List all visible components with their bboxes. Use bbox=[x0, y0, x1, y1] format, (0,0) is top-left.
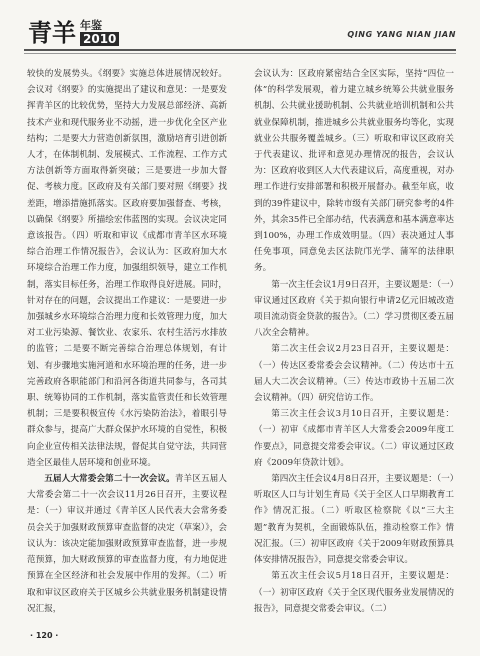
logo-year: 2010 bbox=[80, 32, 119, 46]
paragraph bbox=[27, 471, 227, 617]
left-column bbox=[27, 66, 227, 617]
right-column bbox=[254, 66, 454, 617]
page-header bbox=[0, 0, 480, 58]
yearbook-logo bbox=[28, 18, 119, 48]
header-rule-thin bbox=[24, 53, 456, 54]
paragraph bbox=[254, 568, 454, 617]
paragraph-text: 第五次主任会议5月18日召开，主要议题是：（一）初审区政府《关于全区现代服务业发展情况的报告》，同意提交常委会审议。（二） bbox=[254, 571, 454, 614]
paragraph bbox=[254, 277, 454, 342]
paragraph bbox=[254, 66, 454, 277]
logo-title: 青羊 bbox=[28, 18, 76, 47]
paragraph-text: 会议认为：区政府紧密结合全区实际，坚持“四位一体”的科学发展观，着力建立城乡统筹公共就业服务机制、公共就业援助机制、公共就业培训机制和公共就业保障机制，推进城乡公共就业服务均等化，实现就业公共服务覆盖城乡。（三）听取和审议区政府关于代表建议、批评和意见办理情况的报告，会议认为：区政府收到区人大代表建议后，高度重视，对办理工作进行安排部署和积极开展督办。截至年底，收到的39件建议中，除转市级有关部门研究参考的4件外，其余35件已全部办结，代表满意和基本满意率达到100%，办理工作成效明显。（四）表决通过人事任免事项，同意免去区法院邝光学、蒲军的法律职务。 bbox=[254, 69, 454, 274]
paragraph-text: 第三次主任会议3月10日召开，主要议题是：（一）初审《成都市青羊区人大常委会2009年度工作要点》，同意提交常委会审议。（二）审议通过区政府《2009年贷款计划》。 bbox=[254, 409, 454, 468]
paragraph-heading: 五届人大常委会第二十一次会议。 bbox=[44, 474, 175, 485]
paragraph bbox=[254, 406, 454, 471]
logo-subtitle bbox=[80, 20, 119, 46]
logo-nianjian: 年鉴 bbox=[80, 19, 102, 32]
paragraph-text: 第一次主任会议1月9日召开，主要议题是：（一）审议通过区政府《关于拟向银行申请2亿元旧城改造项目流动资金贷款的报告》。（二）学习贯彻区委五届八次全会精神。 bbox=[254, 279, 454, 339]
paragraph bbox=[27, 66, 227, 471]
page-number: · 120 · bbox=[30, 631, 59, 640]
paragraph-text: 第二次主任会议2月23日召开，主要议题是：（一）传达区委常委会会议精神。（二）传达市十五届人大二次会议精神。（三）传达市政协十五届二次会议精神。（四）研究信访工作。 bbox=[254, 344, 454, 404]
paragraph-text: 第四次主任会议4月8日召开，主要议题是：（一）听取区人口与计划生育局《关于全区人口早期教育工作》情况汇报。（二）听取区检察院《以“三大主题”教育为契机，全面锻炼队伍，推动检察工作》情况汇报。（三）初审区政府《关于2009年财政预算具体安排情况报告》，同意提交常委会审议。 bbox=[254, 474, 454, 566]
paragraph bbox=[254, 341, 454, 406]
header-pinyin: QING YANG NIAN JIAN bbox=[347, 30, 456, 39]
paragraph-text: 较快的发展势头。《纲要》实施总体进展情况较好。会议对《纲要》的实施提出了建议和意见：一是要发挥青羊区的比较优势，坚持大力发展总部经济、高新技术产业和现代服务业不动摇，进一步优化全区产业结构；二是要大力营造创新氛围，激励培育引进创新人才，在体制机制、发展模式、工作流程、工作方式方法创新等方面取得新突破；三是要进一步加大督促、考核力度。区政府及有关部门要对照《纲要》找差距，增添措施抓落实。区政府要加强督查、考核，以确保《纲要》所描绘宏伟蓝图的实现。会议决定同意该报告。（四）听取和审议《成都市青羊区水环境综合治理工作情况报告》，会议认为：区政府加大水环境综合治理工作力度，加强组织领导，建立工作机制，落实目标任务，治理工作取得良好进展。同时，针对存在的问题，会议提出工作建议：一是要进一步加强城乡水环境综合治理力度和长效管理力度，加大对工业污染源、餐饮业、农家乐、农村生活污水排放的监管；二是要不断完善综合治理总体规划，有计划、有步骤地实施河道和水环境治理的任务，进一步完善政府各职能部门和沿河各街道共同参与，各司其职、统筹协同的工作机制，落实监管责任和长效管理机制；三是要积极宣传《水污染防治法》，着眼引导群众参与，提高广大群众保护水环境的自觉性，积极向企业宣传相关法律法规，督促其自觉守法，共同营造全区最佳人居环境和创业环境。 bbox=[27, 69, 227, 468]
paragraph bbox=[254, 471, 454, 568]
paragraph-text: 青羊区五届人大常委会第二十一次会议11月26日召开，主要议程是：（一）审议并通过《青羊区人民代表大会常务委员会关于加强财政预算审查监督的决定（草案）》，会议认为：该决定能加强财政预算审查监督，进一步规范预算，加大财政预算的审查监督力度，有力地促进预算在全区经济和社会发展中作用的发挥。（二）听取和审议区政府关于区城乡公共就业服务机制建设情况汇报， bbox=[27, 474, 227, 614]
header-rule bbox=[24, 49, 456, 51]
